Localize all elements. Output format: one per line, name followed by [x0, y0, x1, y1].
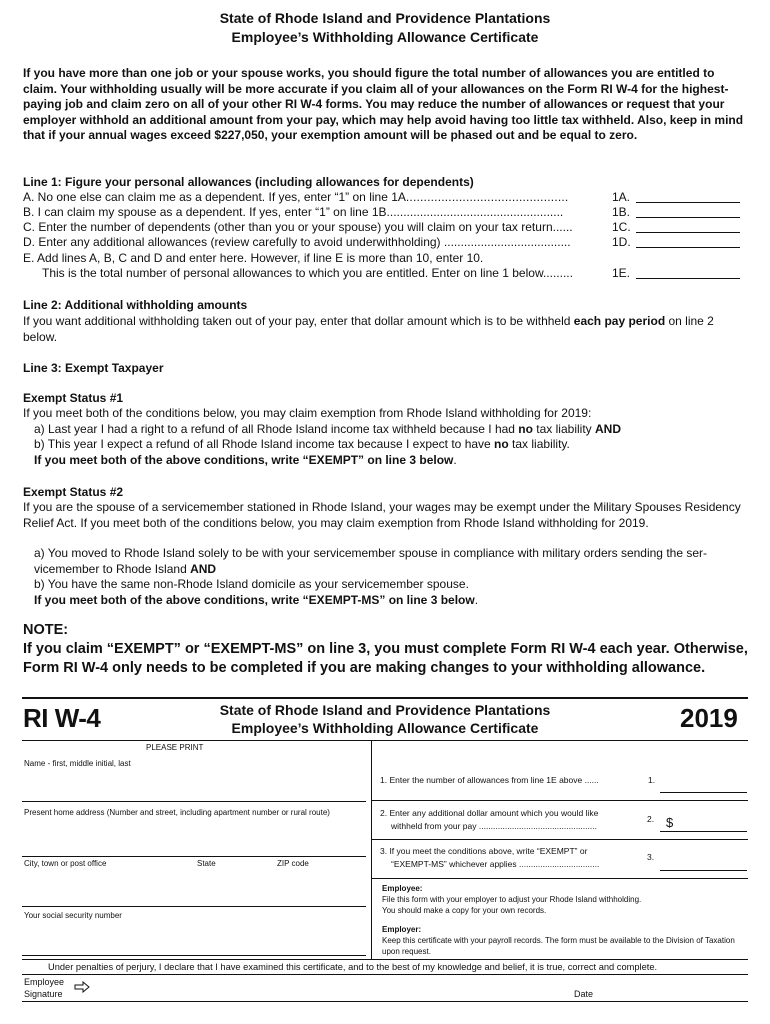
- line1-a-field[interactable]: [636, 190, 740, 203]
- line1-d-field[interactable]: [636, 235, 740, 248]
- note-text: If you claim “EXEMPT” or “EXEMPT-MS” on line 3, you must complete Form RI W-4 each year. Otherwise, Form RI W-4 only needs to be completed if you are making changes to your withholding allowance.: [23, 641, 748, 676]
- intro-paragraph: If you have more than one job or your spouse works, you should figure the total number of allowances you are entitled to claim. Your withholding usually will be more accurate if you claim all of your allowances on the Form RI W-4 for the highest-paying job and claim zero on all of your other RI W-4 forms. You may reduce the number of allowances or request that your employer withhold an additional amount from your pay, which may help avoid having too little tax withheld. Also, keep in mind that if your annual wages exceed $227,050, your exemption amount will be phased out and be equal to zero.: [23, 66, 744, 142]
- perjury-statement: Under penalties of perjury, I declare that I have examined this certificate, and to the best of my knowledge and belief, it is true, correct and complete.: [48, 962, 658, 972]
- line1-c-ref: 1C.: [612, 220, 631, 234]
- line1-b: B. I can claim my spouse as a dependent. If yes, enter “1” on line 1B.....................................................: [23, 205, 564, 219]
- item-divider-2: [372, 839, 748, 840]
- item1-field[interactable]: [660, 792, 747, 793]
- city-label: City, town or post office: [24, 859, 107, 868]
- form-header-rule: [22, 740, 748, 741]
- name-field[interactable]: [22, 801, 366, 802]
- line1-e2: This is the total number of personal allowances to which you are entitled. Enter on line 1 below.........: [42, 266, 573, 280]
- employer-text: Keep this certificate with your payroll records. The form must be available to the Division of Taxation upon request.: [382, 936, 735, 956]
- signature-label-2: Signature: [24, 989, 63, 999]
- item-divider-1: [372, 800, 748, 801]
- item3-field[interactable]: [660, 870, 747, 871]
- date-label: Date: [574, 989, 594, 999]
- line1-c: C. Enter the number of dependents (other than you or your spouse) you will claim on your tax return......: [23, 220, 573, 234]
- form-year: 2019: [680, 703, 738, 733]
- exempt1-b: b) This year I expect a refund of all Rhode Island income tax because I expect to have no tax liability.: [34, 437, 570, 451]
- employee-text1: File this form with your employer to adjust your Rhode Island withholding.: [382, 895, 642, 904]
- employer-heading: Employer:: [382, 925, 422, 934]
- item1-text: 1. Enter the number of allowances from line 1E above ......: [380, 775, 599, 785]
- exempt2-heading: Exempt Status #2: [23, 485, 124, 499]
- please-print: PLEASE PRINT: [146, 743, 204, 752]
- zip-label: ZIP code: [277, 859, 309, 868]
- page-title: State of Rhode Island and Providence Plantations: [219, 10, 551, 26]
- signature-line[interactable]: [22, 1001, 748, 1002]
- item2-num: 2.: [647, 814, 655, 824]
- line1-heading: Line 1: Figure your personal allowances (including allowances for dependents): [23, 175, 474, 189]
- exempt2-a1: a) You moved to Rhode Island solely to be with your servicemember spouse in compliance with military orders sending the ser-: [34, 546, 707, 560]
- item3-text-a: 3. If you meet the conditions above, write “EXEMPT” or: [380, 846, 588, 856]
- exempt2-conclusion: If you meet both of the above conditions, write “EXEMPT-MS” on line 3 below.: [34, 593, 479, 607]
- column-divider: [371, 741, 372, 959]
- item2-text-b: withheld from your pay ..................................................: [391, 821, 597, 831]
- line1-d: D. Enter any additional allowances (review carefully to avoid underwithholding) ......................................: [23, 235, 571, 249]
- exempt1-conclusion: If you meet both of the above conditions, write “EXEMPT” on line 3 below.: [34, 453, 457, 467]
- line1-a-ref: 1A.: [612, 190, 631, 204]
- perjury-top-rule: [22, 959, 748, 960]
- pointing-hand-icon: [74, 980, 90, 998]
- address-label: Present home address (Number and street, including apartment number or rural route): [24, 808, 330, 817]
- item-divider-3: [372, 878, 748, 879]
- line1-e-field[interactable]: [636, 266, 740, 279]
- item1-num: 1.: [648, 775, 656, 785]
- item2-field[interactable]: [660, 831, 747, 832]
- line2-text: If you want additional withholding taken out of your pay, enter that dollar amount which is to be withheld each pay period on line 2 below.: [23, 314, 714, 344]
- employee-text2: You should make a copy for your own records.: [382, 906, 547, 915]
- item3-num: 3.: [647, 852, 655, 862]
- line1-d-ref: 1D.: [612, 235, 631, 249]
- page-subtitle: Employee’s Withholding Allowance Certificate: [231, 29, 539, 45]
- line1-a: A. No one else can claim me as a dependent. If yes, enter “1” on line 1A..............................................: [23, 190, 569, 204]
- ssn-label: Your social security number: [24, 911, 122, 920]
- exempt1-intro: If you meet both of the conditions below, you may claim exemption from Rhode Island withholding for 2019:: [23, 406, 592, 420]
- city-field[interactable]: [22, 906, 366, 907]
- line2-heading: Line 2: Additional withholding amounts: [23, 298, 248, 312]
- line1-b-ref: 1B.: [612, 205, 631, 219]
- signature-label-1: Employee: [24, 977, 65, 987]
- form-title2: Employee’s Withholding Allowance Certificate: [231, 720, 539, 736]
- ssn-field[interactable]: [22, 955, 366, 956]
- name-label: Name - first, middle initial, last: [24, 759, 131, 768]
- note-heading: NOTE:: [23, 622, 69, 638]
- address-field[interactable]: [22, 856, 366, 857]
- exempt2-b: b) You have the same non-Rhode Island domicile as your servicemember spouse.: [34, 577, 469, 591]
- exempt1-heading: Exempt Status #1: [23, 391, 124, 405]
- line1-e-ref: 1E.: [612, 266, 631, 280]
- form-code: RI W-4: [23, 703, 101, 733]
- state-label: State: [197, 859, 216, 868]
- exempt1-a: a) Last year I had a right to a refund of all Rhode Island income tax withheld because I had no tax liability AND: [34, 422, 621, 436]
- perjury-bottom-rule: [22, 974, 748, 975]
- line1-c-field[interactable]: [636, 220, 740, 233]
- dollar-sign: $: [666, 815, 674, 830]
- exempt2-a2: vicemember to Rhode Island AND: [34, 562, 217, 576]
- line1-e1: E. Add lines A, B, C and D and enter here. However, if line E is more than 10, enter 10.: [23, 251, 484, 265]
- form-top-rule: [22, 697, 748, 699]
- form-title1: State of Rhode Island and Providence Plantations: [219, 702, 551, 718]
- line1-b-field[interactable]: [636, 205, 740, 218]
- item2-text-a: 2. Enter any additional dollar amount which you would like: [380, 808, 599, 818]
- item3-text-b: “EXEMPT-MS” whichever applies ..................................: [391, 859, 600, 869]
- employee-heading: Employee:: [382, 884, 423, 893]
- line3-heading: Line 3: Exempt Taxpayer: [23, 361, 164, 375]
- exempt2-intro: If you are the spouse of a servicemember stationed in Rhode Island, your wages may be exempt under the Military Spouses Residency Relief Act. If you meet both of the conditions below, you may claim exemption from Rhode Island withholding for 2019.: [23, 500, 741, 530]
